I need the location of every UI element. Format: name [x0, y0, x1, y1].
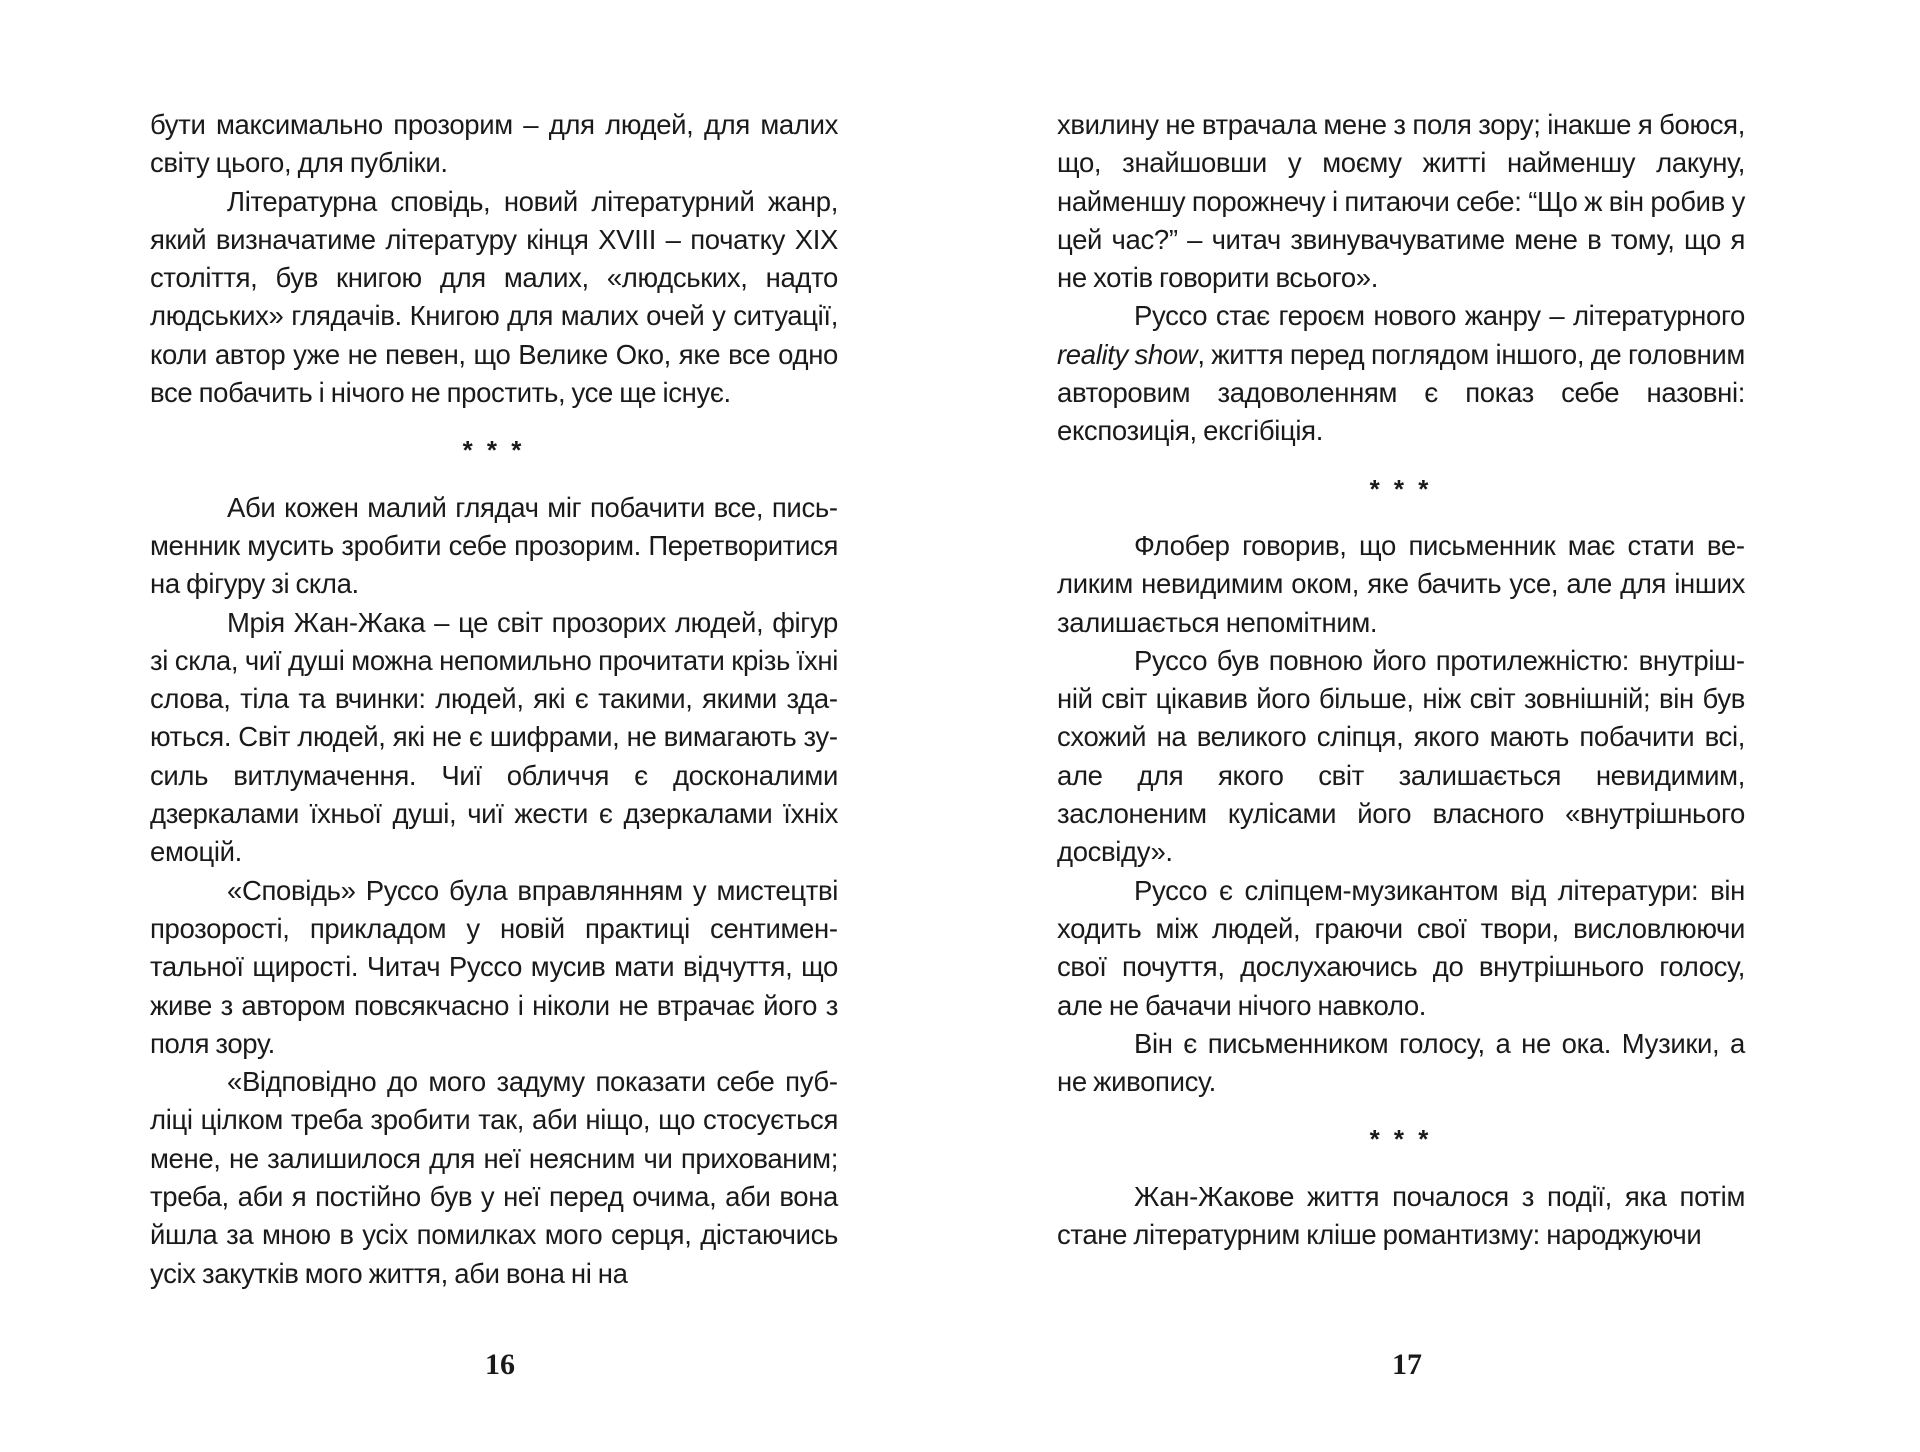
paragraph: Він є письменником голосу, а не ока. Музики, а не живопису. [1057, 1027, 1745, 1098]
left-page [150, 106, 838, 1293]
section-separator: * * * [1369, 473, 1433, 504]
paragraph: Літературна сповідь, новий літературний жанр, який визначатиме літературу кінця XVIII – початку XIX століття, був книгою для малих, «людських, надто людських» глядачів. Книгою для малих очей у ситуації, коли автор уже не певен, що Велике Око, яке все одно все побачить і нічого не простить, усе ще існує. [150, 185, 838, 409]
paragraph: Руссо був повною його протилежністю: внутрішній світ цікавив його більше, ніж світ зовнішній; він був схожий на великого сліпця, якого мають побачити всі, але для якого світ залишається невидимим, заслоненим кулісами його власного «внутрішнього досвіду». [1057, 644, 1745, 868]
paragraph: Жан-Жакове життя почалося з події, яка потім стане літературним кліше романтизму: народжуючи [1057, 1180, 1745, 1251]
right-page-body [1057, 106, 1745, 1254]
paragraph [1057, 297, 1745, 450]
paragraph: Флобер говорив, що письменник має стати великим невидимим оком, яке бачить усе, але для інших залишається непомітним. [1057, 529, 1745, 638]
paragraph: Руссо є сліпцем-музикантом від літератури: він ходить між людей, граючи свої твори, висловлюючи свої почуття, дослухаючись до внутрішнього голосу, але не бачачи нічого навколо. [1057, 874, 1745, 1021]
italic-term: reality show [1057, 338, 1198, 370]
section-separator: * * * [462, 435, 526, 466]
section-separator: * * * [1369, 1124, 1433, 1155]
right-page [1057, 106, 1745, 1254]
page-number-left: 16 [485, 1348, 515, 1381]
page-number-right: 17 [1392, 1348, 1422, 1381]
paragraph: Мрія Жан-Жака – це світ прозорих людей, фігур зі скла, чиї душі можна непомильно прочитати крізь їхні слова, тіла та вчинки: людей, які є такими, якими здаються. Світ людей, які не є шифрами, не вимагають зусиль витлумачення. Чиї обличчя є досконалими дзеркалами їхньої душі, чиї жести є дзеркалами їхніх емоцій. [150, 606, 838, 868]
text-run: , життя перед поглядом іншого, де головним авторовим задоволенням є показ себе назовні: експозиція, ексгібіція. [1057, 338, 1745, 447]
left-page-body [150, 106, 838, 1293]
paragraph: хвилину не втрачала мене з поля зору; інакше я боюся, що, знайшовши у моєму житті найменшу лакуну, найменшу порожнечу і питаючи себе: “Що ж він робив у цей час?” – читач звинувачуватиме мене в тому, що я не хотів говорити всього». [1057, 109, 1745, 294]
paragraph: Аби кожен малий глядач міг побачити все, письменник мусить зробити себе прозорим. Перетворитися на фігуру зі скла. [150, 491, 838, 600]
paragraph: «Відповідно до мого задуму показати себе публіці цілком треба зробити так, аби ніщо, що стосується мене, не залишилося для неї неясним чи прихованим; треба, аби я постійно був у неї перед очима, аби вона йшла за мною в усіх помилках мого серця, дістаючись усіх закутків мого життя, аби вона ні на [150, 1066, 838, 1289]
paragraph: «Сповідь» Руссо була вправлянням у мистецтві прозорості, прикладом у новій практиці сентиментальної щирості. Читач Руссо мусив мати відчуття, що живе з автором повсякчасно і ніколи не втрачає його з поля зору. [150, 874, 838, 1059]
text-run: Руссо стає героєм нового жанру – літературного [1134, 300, 1745, 332]
paragraph: бути максимально прозорим – для людей, для малих світу цього, для публіки. [150, 109, 838, 179]
